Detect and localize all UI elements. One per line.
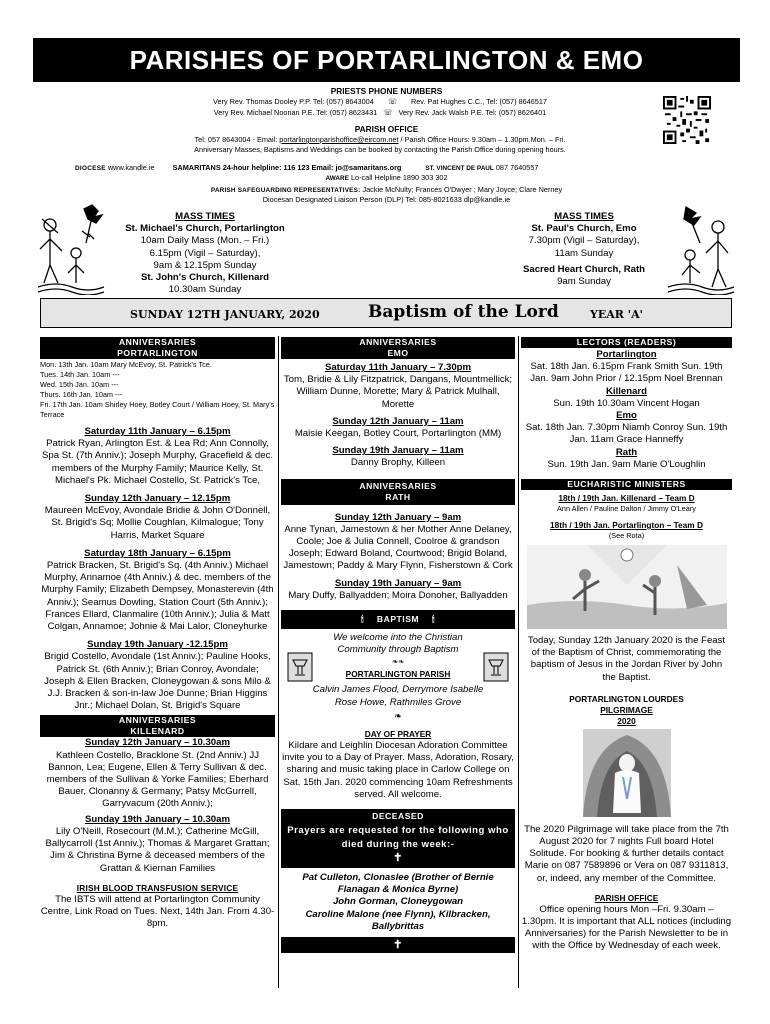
phone-dooley: Very Rev. Thomas Dooley P.P. Tel: (057) 8643004: [213, 97, 374, 106]
safeguarding-label: PARISH SAFEGUARDING REPRESENTATIVES:: [210, 187, 361, 194]
mass-time-line: 7.30pm (Vigil – Saturday),: [528, 235, 640, 247]
safeguarding-names: Jackie McNulty; Frances O'Dwyer ; Mary Joyce; Clare Nerney: [362, 185, 563, 194]
mass-heading: Sunday 19th January – 10.30am: [84, 813, 231, 825]
cross-icon: ✝: [393, 852, 403, 865]
mass-time-line: 9am & 12.15pm Sunday: [153, 259, 257, 271]
column-notices: [521, 337, 732, 953]
mass-heading: Sunday 19th January – 9am: [334, 577, 462, 589]
mass-heading: Sunday 12th January – 9am: [334, 511, 462, 523]
phone-walsh: Very Rev. Jack Walsh P.E. Tel: (057) 8626401: [398, 108, 547, 117]
anniversaries-killenard-header: ANNIVERSARIES KILLENARD: [40, 715, 275, 737]
baptismal-font-icon: [287, 652, 313, 682]
lectors-parish: Portarlington: [596, 349, 657, 360]
anniversary-names: Brigid Costello, Avondale (1st Anniv.); Pauline Hooks, Patrick St. (6th Anniv.); Brian Conroy, Avondale; Joseph & Ellen Bracken, Cloneygowan & sons Milo & J.J. Bracken & son-in-law Joe Dunne; Brian Higgins Jnr.; Michael Dolan, St. Brigid's Square: [44, 651, 271, 712]
ornament-icon: ❧: [393, 710, 403, 722]
lourdes-heading: PORTARLINGTON LOURDES: [569, 693, 684, 704]
weekday-mass: Tues. 14th Jan. 10am ---: [40, 370, 120, 379]
svdp-phone: 087 7640557: [495, 163, 539, 172]
cross-footer: [281, 937, 515, 953]
column-divider: [518, 336, 519, 988]
deceased-person: Pat Culleton, Clonaslee (Brother of Bernie Flanagan & Monica Byrne): [302, 872, 494, 896]
anniversary-names: Maisie Keegan, Botley Court, Portarlington (MM): [294, 428, 502, 440]
baptism-header: 🕯 BAPTISM 🕯: [281, 610, 515, 629]
anniversary-names: Maureen McEvoy, Avondale Bridie & John O'Donnell, St. Brigid's Sq; Mollie Coughlan, Kilmalogue; Tony Harris, Market Square: [44, 505, 271, 541]
cross-icon: ✝: [393, 939, 403, 952]
weekday-mass: Fri. 17th Jan. 10am Shirley Hoey, Botley Court / William Hoey, St. Mary's Terrace: [40, 400, 275, 419]
mass-times-left: [100, 211, 310, 296]
mass-heading: Sunday 19th January – 11am: [332, 445, 464, 457]
diocese-link[interactable]: www.kandle.ie: [107, 163, 155, 172]
mass-heading: Saturday 11th January – 7.30pm: [324, 362, 472, 373]
lectors-list: Sun. 19th Jan. 9am Marie O'Loughlin: [547, 458, 706, 470]
office-heading: PARISH OFFICE: [354, 124, 419, 134]
deceased-person: John Gorman, Cloneygowan: [332, 896, 464, 908]
mass-time-line: 10am Daily Mass (Mon. – Fri.): [140, 235, 270, 247]
phone-line-1: [100, 97, 660, 107]
aware-label: AWARE: [325, 175, 349, 182]
anniversary-names: Kathleen Costello, Bracklone St. (2nd Anniv.) JJ Bannon, Lea; Eugene, Ellen & Terry Sullivan & dec. members of the Sullivan & Yorke Families; Eberhard Bauer, Clonanny & Germany; Patsy McGurrell, Garryvacum (20th Anniv.);: [46, 749, 269, 810]
feast-title: Baptism of the Lord: [368, 302, 559, 322]
baptism-illustration-right-icon: [666, 203, 736, 295]
anniversaries-header: ANNIVERSARIES PORTARLINGTON: [40, 337, 275, 359]
office-hours: / Parish Office Hours: 9.30am – 1.30pm Mon. – Fri.: [398, 135, 566, 144]
ministers-team: 18th / 19th Jan. Killenard – Team D: [558, 493, 695, 504]
mass-time-line: 9am Sunday: [557, 276, 611, 288]
mass-time-line: 10.30am Sunday: [168, 284, 242, 296]
parish-office-text: Office opening hours Mon –Fri. 9.30am – 1.30pm. It is important that ALL notices (including Anniversaries) for the Parish Newsletter to be in with the Office by Wednesday of each week.: [521, 903, 732, 952]
lectors-header: LECTORS (READERS): [521, 337, 732, 348]
church-sacred-heart: Sacred Heart Church, Rath: [522, 263, 646, 275]
candle-icon: 🕯: [361, 614, 365, 625]
deceased-list: [281, 872, 515, 933]
liturgical-year: YEAR 'A': [590, 308, 644, 321]
lectors-list: Sat. 18th Jan. 6.15pm Frank Smith Sun. 19th Jan. 9am John Prior / 12.15pm Noel Brennan: [530, 361, 723, 385]
feast-text: Today, Sunday 12th January 2020 is the Feast of the Baptism of Christ, commemorating the baptism of Jesus in the Jordan River by John the Baptist.: [527, 635, 726, 683]
column-portarlington: [40, 337, 275, 930]
ornament-icon: ❧❧: [391, 657, 405, 667]
mass-heading: Sunday 12th January – 12.15pm: [84, 493, 231, 505]
office-email-link[interactable]: portarlingtonparishoffice@eircom.net: [279, 135, 399, 144]
anniversaries-emo-header: ANNIVERSARIES EMO: [281, 337, 515, 359]
baptism-of-christ-image-icon: [527, 545, 727, 629]
mass-heading: Saturday 11th January – 6.15pm: [84, 426, 231, 437]
church-st-pauls: St. Paul's Church, Emo: [531, 223, 637, 235]
mass-heading: Sunday 12th January – 11am: [332, 415, 464, 427]
diocese-label: DIOCESE: [75, 165, 106, 172]
mass-times-heading: MASS TIMES: [554, 211, 614, 222]
weekday-mass: Wed. 15th Jan. 10am ---: [40, 380, 119, 389]
mass-heading: Sunday 12th January – 10.30am: [84, 737, 231, 749]
mass-times-heading: MASS TIMES: [175, 211, 235, 222]
baptism-welcome: We welcome into the Christian Community through Baptism: [333, 632, 463, 656]
mass-time-line: 6.15pm (Vigil – Saturday),: [149, 247, 261, 259]
day-of-prayer-heading: DAY OF PRAYER: [364, 729, 432, 740]
aware-line: [33, 173, 740, 184]
weekday-mass: Thurs. 16th Jan. 10am ---: [40, 390, 123, 399]
day-of-prayer-text: Kildare and Leighlin Diocesan Adoration Committee invite you to a Day of Prayer. Mass, Adoration, Rosary, sharing and music taking place in Carlow College on Sat. 15th Jan. 2020 commencing 10am Refreshments served. All welcome.: [282, 740, 514, 800]
lourdes-text: The 2020 Pilgrimage will take place from the 7th August 2020 for 7 nights Full board Hotel Solitude. For booking & further details contact Marie on 087 7589896 or Vera on 087 9311813, or, indeed, any member of the Committee.: [524, 823, 729, 884]
lourdes-year: 2020: [617, 715, 636, 726]
office-tel: Tel: 057 8643004 - Email:: [194, 135, 280, 144]
anniversary-names: Mary Duffy, Ballyadden; Moira Donoher, Ballyadden: [288, 589, 508, 601]
anniversaries-rath-header: ANNIVERSARIES RATH: [281, 479, 515, 505]
mass-heading: Saturday 18th January – 6.15pm: [84, 547, 231, 559]
page-title: PARISHES OF PORTARLINGTON & EMO: [33, 38, 740, 82]
anniversary-names: Danny Brophy, Killeen: [350, 457, 446, 469]
phone-noonan: Very Rev. Michael Noonan P.E. Tel: (057) 8623431: [213, 108, 378, 117]
parish-office-heading: PARISH OFFICE: [594, 892, 659, 903]
ministers-names: (See Rota): [608, 531, 645, 541]
sunday-date: SUNDAY 12TH JANUARY, 2020: [130, 308, 320, 321]
lourdes-grotto-image-icon: [583, 729, 671, 817]
phone-icon: ☏: [383, 108, 393, 117]
deceased-person: Caroline Malone (nee Flynn), Kilbracken, Ballybrittas: [305, 908, 491, 932]
dlp-line: Diocesan Designated Liaison Person (DLP) Tel: 085-8021633 dlp@kandle.ie: [262, 195, 511, 204]
ministers-team: 18th / 19th Jan. Portarlington – Team D: [550, 520, 703, 531]
svdp-label: ST. VINCENT DE PAUL: [425, 165, 494, 172]
column-emo-rath: [281, 337, 515, 953]
mass-time-line: 11am Sunday: [554, 247, 614, 259]
ibts-heading: IRISH BLOOD TRANSFUSION SERVICE: [76, 882, 239, 893]
mass-heading: Sunday 19th January -12.15pm: [87, 639, 228, 651]
anniversary-names: Anne Tynan, Jamestown & her Mother Anne Delaney, Coole; Joe & Julia Connell, Coolroe & grandson Joseph; Edward Boland, Courtwood; Brigid Boland, Jamestown; Paddy & Mary Flynn, Fisherstown & Cork: [283, 523, 513, 572]
anniversary-names: Lily O'Neill, Rosecourt (M.M.); Catherine McGill, Ballycarroll (1st Anniv.); Thomas & Margaret Grattan; Jim & Christina Byrne & deceased members of the Grattan & Kiernan Families: [45, 825, 270, 874]
anniversary-names: Patrick Ryan, Arlington Est. & Lea Rd; Ann Connolly, Spa St. (7th Anniv.); Joseph Murphy, Gracefield & dec. members of the Murphy Family; Maurice Kelly, St. Michael's Pk. Michael Costello, St. Patrick's Tce,: [41, 438, 274, 486]
baptism-fonts-row: [281, 656, 515, 684]
ministers-names: Ann Allen / Pauline Dalton / Jimmy O'Leary: [557, 504, 696, 514]
anniversary-names: Tom, Bridie & Lily Fitzpatrick, Dangans, Mountmellick; William Dunne, Morette; Mary & Patrick Mulhall, Morette: [283, 374, 513, 410]
eucharistic-ministers-header: EUCHARISTIC MINISTERS: [521, 479, 732, 490]
lectors-parish: Killenard: [605, 385, 648, 397]
baptism-parish: PORTARLINGTON PARISH: [345, 669, 451, 680]
phone-icon: ☏: [387, 97, 397, 106]
office-line-2: Anniversary Masses, Baptisms and Weddings can be booked by contacting the Parish Office during opening hours.: [194, 145, 566, 154]
ibts-text: The IBTS will attend at Portarlington Community Centre, Link Road on Tues. Next, 14th Jan. From 4.30-8pm.: [40, 893, 275, 930]
samaritans-line: SAMARITANS 24-hour helpline: 116 123 Email: jo@samaritans.org: [172, 163, 402, 172]
weekday-masses: [40, 360, 275, 420]
baptismal-font-icon: [483, 652, 509, 682]
mass-times-right: [494, 211, 674, 288]
phone-hughes: Rev. Pat Hughes C.C., Tel: (057) 8646517: [410, 97, 547, 106]
lectors-list: Sat. 18th Jan. 7.30pm Niamh Conroy Sun. 19th Jan. 11am Grace Hanneffy: [525, 422, 728, 446]
church-st-johns: St. John's Church, Killenard: [140, 272, 270, 284]
weekday-mass: Mon. 13th Jan. 10am Mary McEvoy, St. Patrick's Tce.: [40, 360, 212, 369]
phone-line-2: [100, 108, 660, 118]
lectors-parish: Emo: [616, 410, 637, 422]
column-divider: [278, 336, 279, 988]
candle-icon: 🕯: [431, 614, 435, 625]
lectors-list: Sun. 19th 10.30am Vincent Hogan: [553, 397, 700, 409]
lectors-parish: Rath: [615, 446, 638, 458]
baptism-illustration-left-icon: [36, 203, 106, 295]
baptism-names: Calvin James Flood, Derrymore Isabelle Rose Howe, Rathmiles Grove: [312, 684, 484, 708]
church-st-michaels: St. Michael's Church, Portarlington: [125, 223, 285, 235]
office-line-1: [80, 135, 680, 145]
aware-text: Lo-call Helpline 1890 303 302: [350, 173, 448, 182]
deceased-header: DECEASED Prayers are requested for the following who died during the week:- ✝: [281, 809, 515, 868]
phone-heading: PRIESTS PHONE NUMBERS: [330, 86, 443, 96]
anniversary-names: Patrick Bracken, St. Brigid's Sq. (4th Anniv.) Michael Murphy, Annamoe (4th Anniv.) & dec. members of the Murphy Family; Elizabeth Dempsey, Monasterevin (4th Anniv.); Seamus Dowling, Station Court (5th Anniv.); Frances Ellard, Clanmalire (10th Anniv.); Julia & Matt Colgan, Annamoe; Johnie & Mai Lalor, Cloneyhurke: [41, 560, 274, 633]
lourdes-heading: PILGRIMAGE: [600, 704, 653, 715]
